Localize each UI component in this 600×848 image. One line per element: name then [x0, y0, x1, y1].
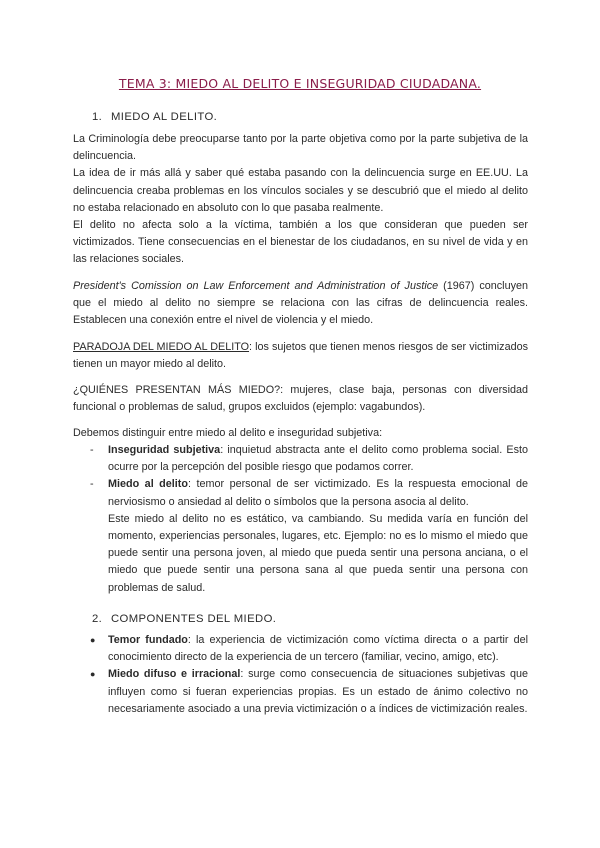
section-1-heading [92, 111, 217, 123]
dash-marker: - [90, 444, 94, 456]
bullet-marker: ● [90, 669, 96, 680]
list-item [73, 632, 528, 666]
section-2-heading-text: COMPONENTES DEL MIEDO. [111, 613, 277, 625]
section-1-heading-text: MIEDO AL DELITO. [111, 111, 218, 123]
list-item-term: Inseguridad subjetiva [108, 444, 221, 456]
section-2-heading [92, 613, 276, 625]
list-item [73, 476, 528, 596]
list-item-extra-text: Este miedo al delito no es estático, va cambiando. Su medida varía en función del momento, experiencias personales, lugares, etc. Ejemplo: no es lo mismo el miedo que puede sentir una persona joven, al miedo que pueda sentir una persona anciana, o el miedo que puede sentir una persona sana al que pueda sentir una persona con problemas de salud. [108, 512, 528, 594]
list-item-term: Temor fundado [108, 634, 188, 646]
list-item-text: : surge como consecuencia de situaciones subjetivas que influyen como si fueran experiencias propias. Es un estado de ánimo colectivo no necesariamente asociado a una previa victimización o a índices de victimización reales. [108, 668, 529, 715]
distinguir-text: Debemos distinguir entre miedo al delito e inseguridad subjetiva: [73, 427, 383, 439]
list-item [73, 666, 528, 718]
intro-paragraph-2: La idea de ir más allá y saber qué estaba pasando con la delincuencia surge en EE.UU. La delincuencia creaba problemas en los vínculos sociales y se descubrió que el miedo al delito no estaba relacionado en absoluto con lo que pasaba realmente. [73, 167, 528, 214]
list-item [73, 442, 528, 476]
list-item-term: Miedo al delito [108, 478, 188, 491]
paradoja-label: PARADOJA DEL MIEDO AL DELITO [73, 341, 250, 353]
list-item-text: : temor personal de ser victimizado. Es la respuesta emocional de nerviosismo o ansiedad al delito o símbolos que la persona asocia al delito. [108, 478, 529, 508]
section-1-number: 1. [92, 111, 103, 123]
dash-list [73, 442, 528, 597]
commission-text: (1967) concluyen que el miedo al delito no siempre se relaciona con las cifras de delincuencia reales. Establecen una conexión entre el nivel de violencia y el miedo. [73, 280, 528, 327]
paradoja-text: : los sujetos que tienen menos riesgos de ser victimizados tienen un mayor miedo al delito. [73, 341, 528, 371]
distinguir-paragraph [73, 425, 528, 442]
quienes-paragraph [73, 382, 528, 416]
commission-name: President's Comission on Law Enforcement and Administration of Justice [73, 280, 439, 292]
list-item-text: : la experiencia de victimización como víctima directa o a partir del conocimiento directo de la experiencia de un tercero (familiar, vecino, amigo, etc). [108, 634, 528, 664]
bullet-marker: ● [90, 635, 96, 645]
commission-paragraph [73, 278, 528, 330]
intro-paragraph-1: La Criminología debe preocuparse tanto por la parte objetiva como por la parte subjetiva de la delincuencia. [73, 133, 528, 163]
section-2-number: 2. [92, 613, 103, 625]
dash-marker: - [90, 478, 94, 491]
intro-block [73, 131, 528, 269]
list-item-text: : inquietud abstracta ante el delito como problema social. Esto ocurre por la percepción del posible riesgo que podamos correr. [108, 444, 528, 474]
bullet-list [73, 632, 528, 718]
intro-paragraph-3: El delito no afecta solo a la víctima, también a los que consideran que pueden ser victimizados. Tiene consecuencias en el bienestar de los ciudadanos, en su nivel de vida y en las relaciones sociales. [73, 219, 528, 266]
list-item-term: Miedo difuso e irracional [108, 668, 241, 681]
page-title: TEMA 3: MIEDO AL DELITO E INSEGURIDAD CIUDADANA. [118, 76, 482, 91]
paradoja-paragraph [73, 339, 528, 373]
quienes-text: ¿QUIÉNES PRESENTAN MÁS MIEDO?: mujeres, clase baja, personas con diversidad funcional o problemas de salud, grupos excluidos (ejemplo: vagabundos). [73, 384, 528, 414]
